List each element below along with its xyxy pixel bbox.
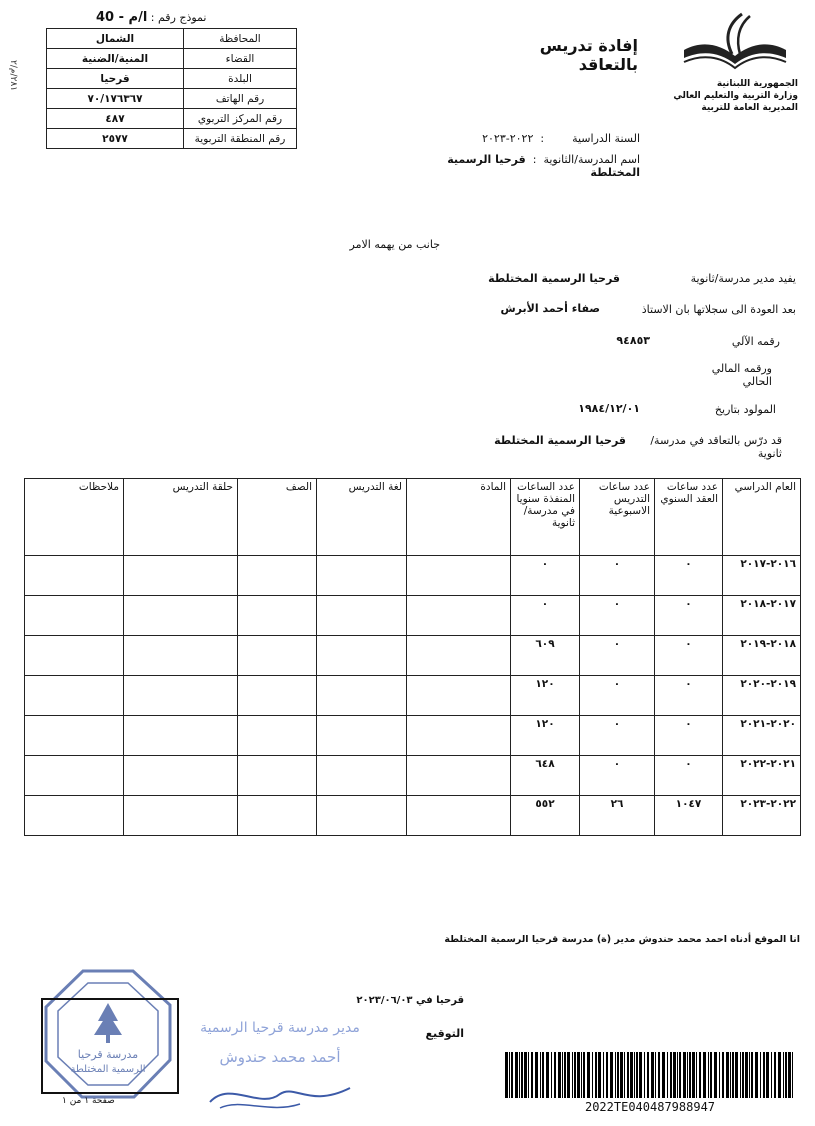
cell-class [238,716,317,756]
barcode-bar [703,1052,706,1098]
barcode-bar [610,1052,613,1098]
barcode-bar [677,1052,678,1098]
info-row [47,89,297,109]
cell-class [238,756,317,796]
column-header: عدد ساعات التدريس الاسبوعية [580,479,655,556]
column-header: عدد الساعات المنفذة سنويا في مدرسة/ثانوية [511,479,580,556]
column-header: لغة التدريس [317,479,407,556]
barcode-bar [583,1052,585,1098]
cell-year: ٢٠١٩-٢٠٢٠ [723,676,801,716]
barcode-bar [699,1052,701,1098]
cell-notes [25,636,124,676]
cell-class [238,596,317,636]
barcode-bar [634,1052,635,1098]
barcode-bar [630,1052,633,1098]
barcode-bar [792,1052,793,1098]
barcode-bar [763,1052,765,1098]
cell-contract-hours: ٠ [655,636,723,676]
cell-subject [407,556,511,596]
cell-language [317,596,407,636]
barcode-bar [515,1052,518,1098]
info-value: ٢٥٧٧ [47,129,184,149]
info-table [46,28,297,149]
barcode-bar [627,1052,629,1098]
cell-done-hours: ٠ [511,556,580,596]
barcode-bar [732,1052,734,1098]
barcode-bar [574,1052,576,1098]
cell-done-hours: ٠ [511,596,580,636]
teaching-hours-table [24,478,801,836]
cell-notes [25,676,124,716]
cell-subject [407,596,511,636]
barcode-bar [644,1052,645,1098]
barcode-bar [766,1052,769,1098]
barcode-bar [639,1052,642,1098]
table-row [25,596,801,636]
signature-label: التوقيع [425,1027,464,1040]
cell-done-hours: ٦٠٩ [511,636,580,676]
cell-cycle [124,636,238,676]
barcode-bar [740,1052,741,1098]
signature-stamp-text-2: أحمد محمد حندوش [219,1048,341,1066]
taught-text: قد درّس بالتعاقد في مدرسة/ ثانوية [650,434,782,460]
cell-weekly-hours: ٢٦ [580,796,655,836]
cell-cycle [124,796,238,836]
barcode-bar [572,1052,573,1098]
barcode-bar [546,1052,549,1098]
ministry-name: الجمهورية اللبنانية وزارة التربية والتعليم العالي المديرية العامة للتربية [673,79,798,113]
barcode-bar [673,1052,676,1098]
barcode-bar [662,1052,665,1098]
barcode-bar [647,1052,649,1098]
stamp-text-1: مدرسة قرحيا [77,1048,139,1061]
info-label: المحافظة [184,29,297,49]
director-school: قرحيا الرسمية المختلطة [488,272,620,285]
barcode-bar [783,1052,784,1098]
barcode-number: 2022TE040487988947 [584,1100,716,1114]
barcode-bar [749,1052,750,1098]
table-row [25,716,801,756]
barcode-bar [567,1052,570,1098]
barcode-bar [667,1052,668,1098]
barcode-bar [519,1052,520,1098]
cell-contract-hours: ١٠٤٧ [655,796,723,836]
info-label: رقم المنطقة التربوية [184,129,297,149]
barcode-icon [505,1052,795,1098]
barcode-bar [577,1052,580,1098]
cell-done-hours: ١٢٠ [511,716,580,756]
column-header: العام الدراسي [723,479,801,556]
cell-contract-hours: ٠ [655,596,723,636]
cell-language [317,636,407,676]
barcode-bar [617,1052,619,1098]
year-row: السنة الدراسية : ٢٠٢٢-٢٠٢٣ [482,132,640,145]
cell-notes [25,556,124,596]
info-row [47,109,297,129]
barcode-bar [719,1052,720,1098]
salutation: جانب من يهمه الامر [349,238,440,251]
barcode-bar [511,1052,513,1098]
cell-subject [407,756,511,796]
cell-year: ٢٠٢٠-٢٠٢١ [723,716,801,756]
barcode-bar [755,1052,758,1098]
cell-done-hours: ٥٥٢ [511,796,580,836]
barcode-bar [742,1052,744,1098]
cell-contract-hours: ٠ [655,716,723,756]
stamp-frame [41,998,179,1094]
birth-date-label: المولود بتاريخ [714,403,776,416]
barcode-bar [692,1052,695,1098]
barcode-bar [751,1052,753,1098]
cell-language [317,796,407,836]
barcode-bar [592,1052,593,1098]
cell-cycle [124,756,238,796]
cell-year: ٢٠٢٢-٢٠٢٣ [723,796,801,836]
barcode-bar [679,1052,681,1098]
cell-done-hours: ١٢٠ [511,676,580,716]
cell-contract-hours: ٠ [655,556,723,596]
cell-cycle [124,556,238,596]
barcode-bar [771,1052,772,1098]
cell-weekly-hours: ٠ [580,556,655,596]
cell-weekly-hours: ٠ [580,676,655,716]
info-value: ٧٠/١٧٦٣٦٧ [47,89,184,109]
cell-subject [407,676,511,716]
place-date: قرحيا في ٢٠٢٣/٠٦/٠٣ [356,995,464,1006]
info-row [47,49,297,69]
barcode-bar [606,1052,608,1098]
barcode-bar [558,1052,561,1098]
cell-language [317,716,407,756]
signer-statement: انا الموقع أدناه احمد محمد حندوش مدير (ة) مدرسة قرحيا الرسمية المختلطة [444,934,800,945]
info-row [47,29,297,49]
info-value: المنية/الضنية [47,49,184,69]
barcode-bar [615,1052,616,1098]
form-number: نموذج رقم : ا/م - 40 [96,10,207,25]
barcode-bar [708,1052,709,1098]
barcode-bar [505,1052,508,1098]
barcode-bar [581,1052,582,1098]
cell-language [317,676,407,716]
cell-done-hours: ٦٤٨ [511,756,580,796]
barcode-bar [564,1052,566,1098]
auto-number-label: رقمه الآلي [731,335,780,348]
table-row [25,556,801,596]
barcode-bar [651,1052,654,1098]
barcode-bar [521,1052,523,1098]
info-row [47,69,297,89]
info-label: القضاء [184,49,297,69]
barcode-bar [509,1052,510,1098]
barcode-bar [551,1052,552,1098]
cell-notes [25,756,124,796]
barcode-bar [687,1052,688,1098]
cell-cycle [124,596,238,636]
barcode-bar [714,1052,717,1098]
barcode-bar [658,1052,660,1098]
birth-date-value: ١٩٨٤/١٢/٠١ [578,402,640,415]
auto-number-value: ٩٤٨٥٣ [616,334,650,347]
cell-weekly-hours: ٠ [580,636,655,676]
column-header: عدد ساعات العقد السنوي [655,479,723,556]
school-row: اسم المدرسة/الثانوية : قرحيا الرسمية المختلطة [447,153,640,179]
teacher-name: صفاء أحمد الأبرش [500,302,600,315]
table-row [25,636,801,676]
barcode-bar [730,1052,731,1098]
table-row [25,796,801,836]
barcode-bar [689,1052,691,1098]
cell-year: ٢٠٢١-٢٠٢٢ [723,756,801,796]
info-value: قرحيا [47,69,184,89]
barcode-bar [620,1052,623,1098]
barcode-bar [587,1052,590,1098]
ministry-logo-icon [680,10,790,80]
barcode-bar [745,1052,748,1098]
cell-language [317,556,407,596]
barcode-bar [554,1052,556,1098]
column-header: المادة [407,479,511,556]
signature-stamp-icon [200,1010,360,1120]
barcode-bar [726,1052,729,1098]
barcode-bar [595,1052,597,1098]
cell-year: ٢٠١٧-٢٠١٨ [723,596,801,636]
barcode-bar [603,1052,604,1098]
barcode-bar [670,1052,672,1098]
page-title: إفادة تدريس بالتعاقد [539,36,638,74]
barcode-bar [722,1052,724,1098]
page-number: صفحة ١ من ١ [62,1096,115,1106]
barcode-bar [710,1052,712,1098]
cell-cycle [124,676,238,716]
barcode-bar [778,1052,781,1098]
barcode-bar [683,1052,686,1098]
table-row [25,756,801,796]
cell-subject [407,636,511,676]
barcode-bar [531,1052,533,1098]
stamp-text-2: الرسمية المختلطة [70,1064,146,1075]
barcode-bar [524,1052,527,1098]
info-label: رقم المركز التربوي [184,109,297,129]
cell-weekly-hours: ٠ [580,756,655,796]
barcode-bar [655,1052,656,1098]
barcode-bar [788,1052,791,1098]
barcode-bar [735,1052,738,1098]
barcode-bar [598,1052,601,1098]
barcode-bar [528,1052,529,1098]
info-row [47,129,297,149]
taught-school: قرحيا الرسمية المختلطة [494,434,626,447]
cell-contract-hours: ٠ [655,676,723,716]
barcode-bar [696,1052,697,1098]
cell-class [238,796,317,836]
barcode-bar [562,1052,563,1098]
cell-contract-hours: ٠ [655,756,723,796]
barcode-bar [540,1052,541,1098]
barcode-bar [636,1052,638,1098]
barcode-bar [785,1052,787,1098]
column-header: ملاحظات [25,479,124,556]
cell-language [317,756,407,796]
barcode-bar [774,1052,776,1098]
info-label: رقم الهاتف [184,89,297,109]
cell-year: ٢٠١٨-٢٠١٩ [723,636,801,676]
cell-year: ٢٠١٦-٢٠١٧ [723,556,801,596]
cell-notes [25,796,124,836]
info-value: ٤٨٧ [47,109,184,129]
cell-class [238,676,317,716]
side-note: ٢٨١/م/٢ [8,60,18,91]
barcode-bar [535,1052,538,1098]
info-value: الشمال [47,29,184,49]
cell-weekly-hours: ٠ [580,716,655,756]
records-text: بعد العودة الى سجلاتها بان الاستاذ [641,303,796,316]
cell-subject [407,796,511,836]
column-header: الصف [238,479,317,556]
financial-number-label: ورقمه المالي الحالي [711,362,772,388]
cell-notes [25,716,124,756]
signature-stamp-text-1: مدير مدرسة قرحيا الرسمية [200,1020,360,1036]
barcode-bar [624,1052,625,1098]
cell-class [238,636,317,676]
table-row [25,676,801,716]
cell-subject [407,716,511,756]
info-label: البلدة [184,69,297,89]
barcode-bar [760,1052,761,1098]
cell-notes [25,596,124,636]
barcode-bar [542,1052,544,1098]
cell-class [238,556,317,596]
cell-weekly-hours: ٠ [580,596,655,636]
director-text: يفيد مدير مدرسة/ثانوية [690,272,796,285]
column-header: حلقة التدريس [124,479,238,556]
cell-cycle [124,716,238,756]
